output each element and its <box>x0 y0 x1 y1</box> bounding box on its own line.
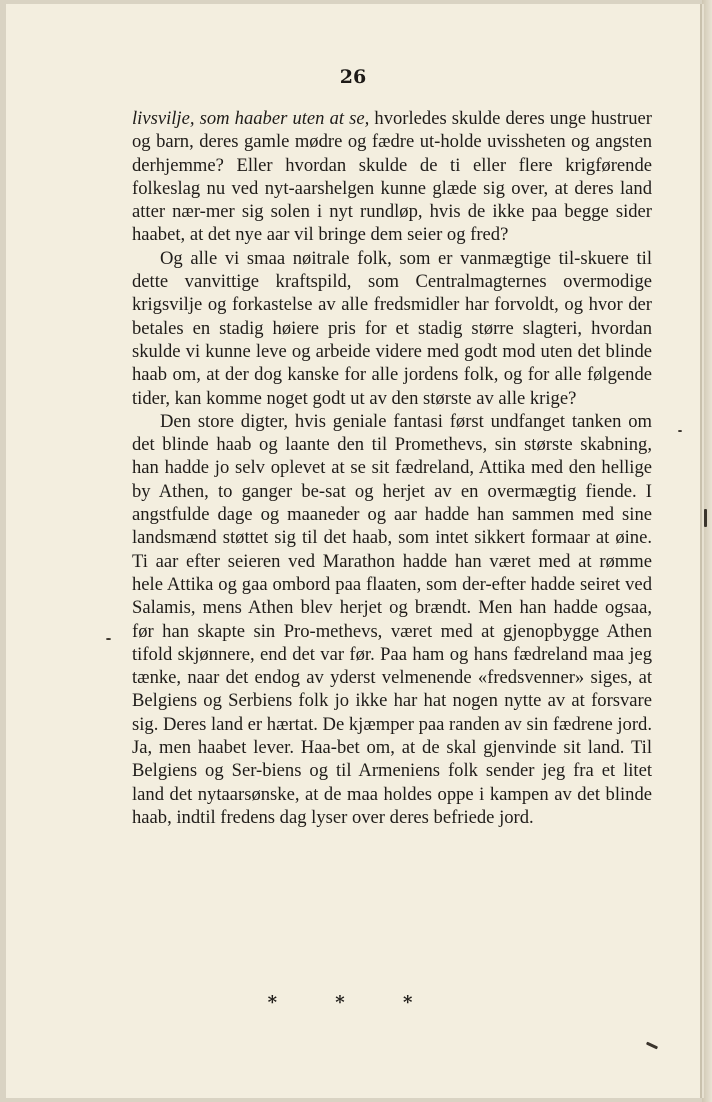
ink-speck <box>678 430 682 432</box>
page-edge <box>702 0 712 1102</box>
paragraph-1-text: hvorledes skulde deres unge hustruer og barn, deres gamle mødre og fædre ut-holde uvissheten og angsten derhjemme? Eller hvordan skulde de ti eller flere krigførende folkeslag nu ved nyt-aarshelgen kunne glæde sig over, at deres land atter nær-mer sig solen i nyt rundløp, hvis de ikke paa begge sider haabet, at det nye aar vil bringe dem seier og fred? <box>132 108 652 246</box>
paragraph-1 <box>132 107 652 247</box>
book-page <box>6 4 700 1098</box>
section-separator: * * * <box>267 992 439 1013</box>
ink-speck <box>646 1042 658 1050</box>
ink-speck <box>106 638 111 640</box>
paragraph-2: Og alle vi smaa nøitrale folk, som er vanmægtige til-skuere til dette vanvittige kraftspild, som Centralmagternes overmodige krigsvilje og forkastelse av alle fredsmidler har forvoldt, og hvor der betales en stadig høiere pris for et stadig større slagteri, hvordan skulde vi kunne leve og arbeide videre med godt mod uten det blinde haab om, at der dog kanske for alle jordens folk, og for alle følgende tider, kan komme noget godt ut av den største av alle krige? <box>132 247 652 409</box>
paragraph-1-italic-lead: livsvilje, som haaber uten at se, <box>132 108 370 129</box>
body-text <box>132 107 652 829</box>
page-number: 26 <box>339 66 367 88</box>
ink-speck <box>704 509 707 527</box>
paragraph-3: Den store digter, hvis geniale fantasi først undfanget tanken om det blinde haab og laante den til Promethevs, sin største skabning, han hadde jo selv oplevet at se sit fædreland, Attika med den hellige by Athen, to ganger be-sat og herjet av en overmægtig fiende. I angstfulde dage og maaneder og aar hadde han sammen med sine landsmænd støttet sig til det haab, som intet sikkert formaar at øine. Ti aar efter seieren ved Marathon hadde han været med at rømme hele Attika og gaa ombord paa flaaten, som der-efter hadde seiret ved Salamis, mens Athen blev herjet og brændt. Men han hadde ogsaa, før han skapte sin Pro-methevs, været med at gjenopbygge Athen tifold skjønnere, end det var før. Paa ham og hans fædreland maa jeg tænke, naar det endog av yderst velmenende «fredsvenner» siges, at Belgiens og Serbiens folk jo ikke har hat nogen nytte av at forsvare sig. Deres land er hærtat. De kjæmper paa randen av sin fædrene jord. Ja, men haabet lever. Haa-bet om, at de skal gjenvinde sit land. Til Belgiens og Ser-biens og til Armeniens folk sender jeg fra et litet land det nytaarsønske, at de maa holdes oppe i kampen av det blinde haab, indtil fredens dag lyser over deres befriede jord. <box>132 410 652 828</box>
